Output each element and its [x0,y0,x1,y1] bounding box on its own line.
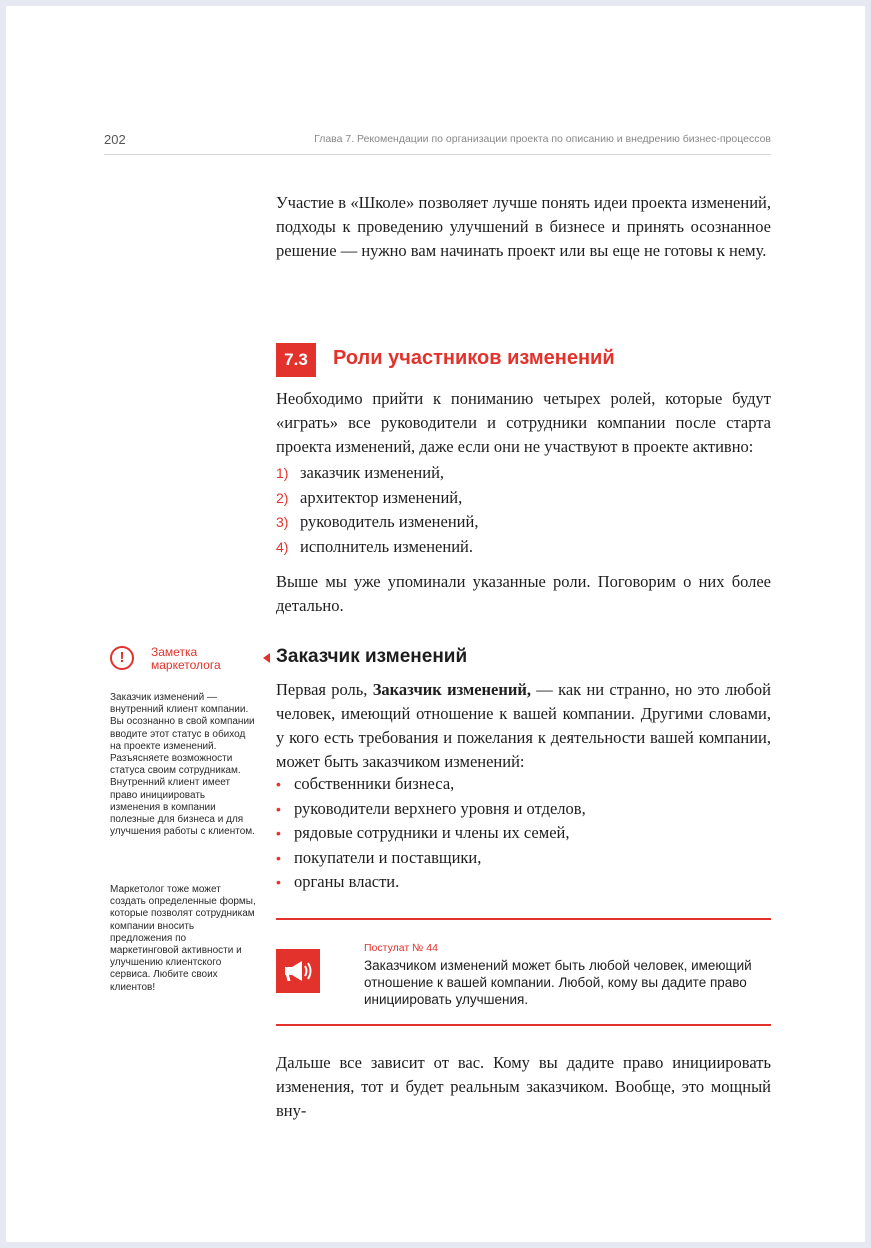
page-header [104,132,771,155]
exclamation-circle-icon: ! [110,646,134,670]
roles-list [276,461,771,559]
callout-bottom-rule [276,1024,771,1026]
sidebar-title: Заметка маркетолога [151,645,221,672]
intro-paragraph: Участие в «Школе» позволяет лучше понять идеи проекта изменений, подходы к проведению улучшений в бизнесе и принять осознанное решение — нужно вам начинать проект или вы еще не готовы к нему. [276,193,771,260]
list-item [276,772,771,797]
list-item [276,486,771,511]
megaphone-icon [276,949,320,993]
subsection-paragraph [276,678,771,774]
list-item [276,846,771,871]
section-heading [276,343,771,377]
list-item [276,535,771,560]
postulate-text: Заказчиком изменений может быть любой человек, имеющий отношение к вашей компании. Любой, кому вы дадите право инициировать улучшения. [364,958,752,1007]
closing-paragraph: Дальше все зависит от вас. Кому вы дадите право инициировать изменения, тот и будет реальным заказчиком. Вообще, это мощный вну- [276,1053,771,1120]
subsection-title: Заказчик изменений [276,646,468,667]
list-item-number: 1) [276,465,289,481]
postulate-callout [276,918,771,1026]
list-item-text: заказчик изменений, [300,463,445,482]
callout-top-rule [276,918,771,920]
list-item [276,870,771,895]
section-title: Роли участников изменений [333,347,615,369]
section-number-badge: 7.3 [276,343,316,377]
paragraph-rest: — как ни странно, но это любой человек, имеющий отношение к вашей компании. Другими словами, у кого есть требования и пожелания к деятельности вашей компании, может быть заказчиком изменений: [276,680,771,771]
running-chapter-title: Глава 7. Рекомендации по организации проекта по описанию и внедрению бизнес-процессов [314,133,771,145]
sidebar-text-1: Заказчик изменений — внутренний клиент компании. Вы осознанно в свой компании вводите этот статус в обиход на проекте изменений. Разъясняете возможности статуса своим сотрудникам. Внутренний клиент имеет право инициировать изменения в компании полезные для бизнеса и для улучшения работы с клиентом. [110,692,255,838]
list-item-text: собственники бизнеса, [294,774,455,793]
customers-bullet-list [276,772,771,895]
list-item-text: органы власти. [294,872,400,891]
paragraph-bold-term: Заказчик изменений, [372,680,532,699]
list-item-number: 3) [276,514,289,530]
bullet-icon: • [276,776,281,792]
list-item [276,461,771,486]
paragraph-lead: Первая роль, [276,680,373,699]
bullet-icon: • [276,825,281,841]
list-item-text: исполнитель изменений. [300,536,473,556]
bullet-icon: • [276,874,281,890]
list-item [276,797,771,822]
list-item-number: 2) [276,489,289,506]
list-item-number: 4) [276,538,289,555]
bullet-icon: • [276,800,281,817]
subsection-marker-triangle [263,653,270,663]
page-number: 202 [104,132,126,147]
list-item-text: архитектор изменений, [300,487,463,507]
list-item [276,510,771,535]
after-list-paragraph: Выше мы уже упоминали указанные роли. Поговорим о них более детально. [276,572,771,615]
postulate-label: Постулат № 44 [364,942,438,954]
list-item-text: руководители верхнего уровня и отделов, [294,798,586,818]
list-item-text: рядовые сотрудники и члены их семей, [294,823,570,842]
book-page [6,6,865,1242]
sidebar-text-2: Маркетолог тоже может создать определенные формы, которые позволят сотрудникам компании вносить предложения по маркетинговой активности и улучшению клиентского сервиса. Любите своих клиентов! [110,884,256,993]
bullet-icon: • [276,849,281,866]
section-intro-paragraph: Необходимо прийти к пониманию четырех ролей, которые будут «играть» все руководители и сотрудники компании после старта проекта изменений, даже если они не участвуют в проекте активно: [276,389,771,456]
list-item [276,821,771,846]
list-item-text: руководитель изменений, [300,512,479,531]
list-item-text: покупатели и поставщики, [294,847,482,867]
